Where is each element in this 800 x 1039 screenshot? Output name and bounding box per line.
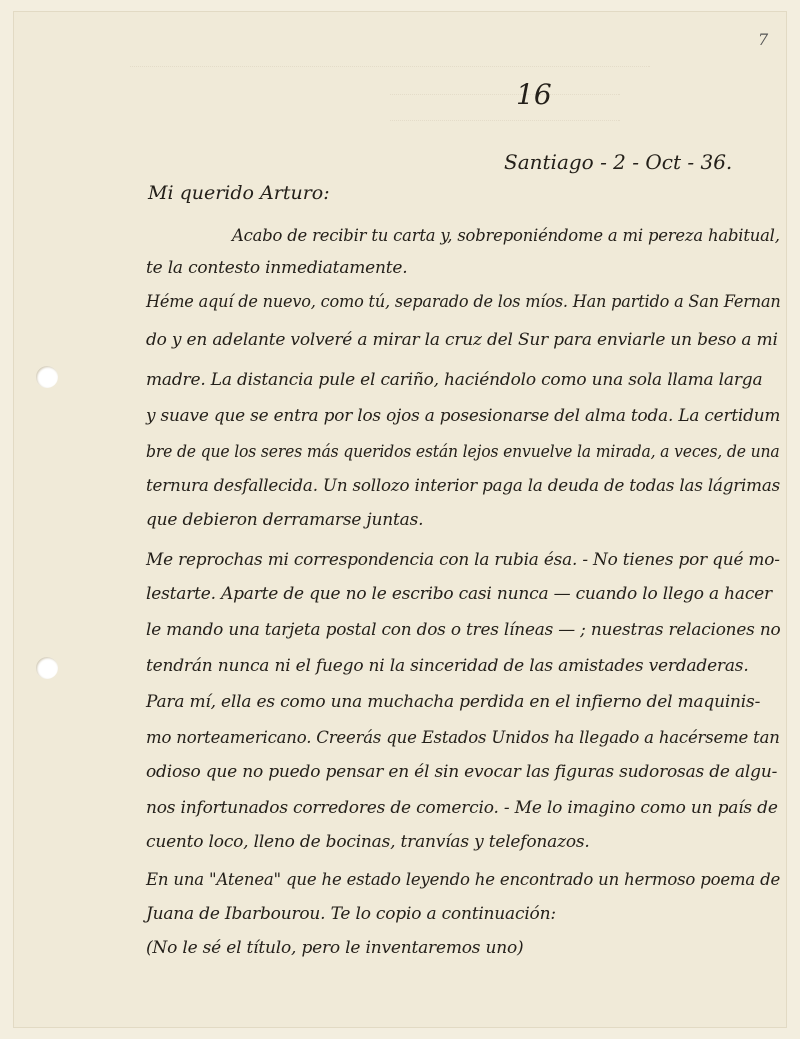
bleed-through-text [390,104,620,121]
page-number: 7 [758,30,769,49]
salutation: Mi querido Arturo: [148,182,330,204]
punch-hole [36,366,58,388]
letter-line: Para mí, ella es como una muchacha perdida en el infierno del maquinis- [146,692,761,712]
letter-line: mo norteamericano. Creerás que Estados Unidos ha llegado a hacérseme tan [146,728,780,748]
letter-line: y suave que se entra por los ojos a posesionarse del alma toda. La certidum [146,406,781,426]
bleed-through-text [390,78,620,95]
letter-line: (No le sé el título, pero le inventaremos uno) [146,938,524,958]
letter-line: Me reprochas mi correspondencia con la rubia ésa. - No tienes por qué mo- [146,550,780,570]
punch-hole [36,657,58,679]
letter-line: te la contesto inmediatamente. [146,258,408,278]
letter-line: cuento loco, lleno de bocinas, tranvías y telefonazos. [146,832,590,852]
bleed-through-text [130,48,650,67]
letter-line: madre. La distancia pule el cariño, haciéndolo como una sola llama larga [146,370,763,390]
letter-line: ternura desfallecida. Un sollozo interior paga la deuda de todas las lágrimas [146,476,780,496]
letter-line: Héme aquí de nuevo, como tú, separado de los míos. Han partido a San Fernan [146,292,781,312]
letter-line: odioso que no puedo pensar en él sin evocar las figuras sudorosas de algu- [146,762,778,782]
letter-line: En una "Atenea" que he estado leyendo he encontrado un hermoso poema de [146,870,781,890]
letter-line: nos infortunados corredores de comercio. - Me lo imagino como un país de [146,798,778,818]
letter-line: bre de que los seres más queridos están lejos envuelve la mirada, a veces, de una [146,442,780,462]
letter-line: Juana de Ibarbourou. Te lo copio a continuación: [146,904,556,924]
letter-line: do y en adelante volveré a mirar la cruz del Sur para enviarle un beso a mi [146,330,778,350]
date-line: Santiago - 2 - Oct - 36. [504,150,733,174]
letter-line: que debieron derramarse juntas. [146,510,424,530]
letter-line: lestarte. Aparte de que no le escribo casi nunca — cuando lo llego a hacer [146,584,772,604]
letter-line: le mando una tarjeta postal con dos o tres líneas — ; nuestras relaciones no [146,620,781,640]
letter-line: tendrán nunca ni el fuego ni la sinceridad de las amistades verdaderas. [146,656,749,676]
letter-sequence-number: 16 [516,78,552,111]
letter-line: Acabo de recibir tu carta y, sobreponiéndome a mi pereza habitual, [232,226,780,246]
